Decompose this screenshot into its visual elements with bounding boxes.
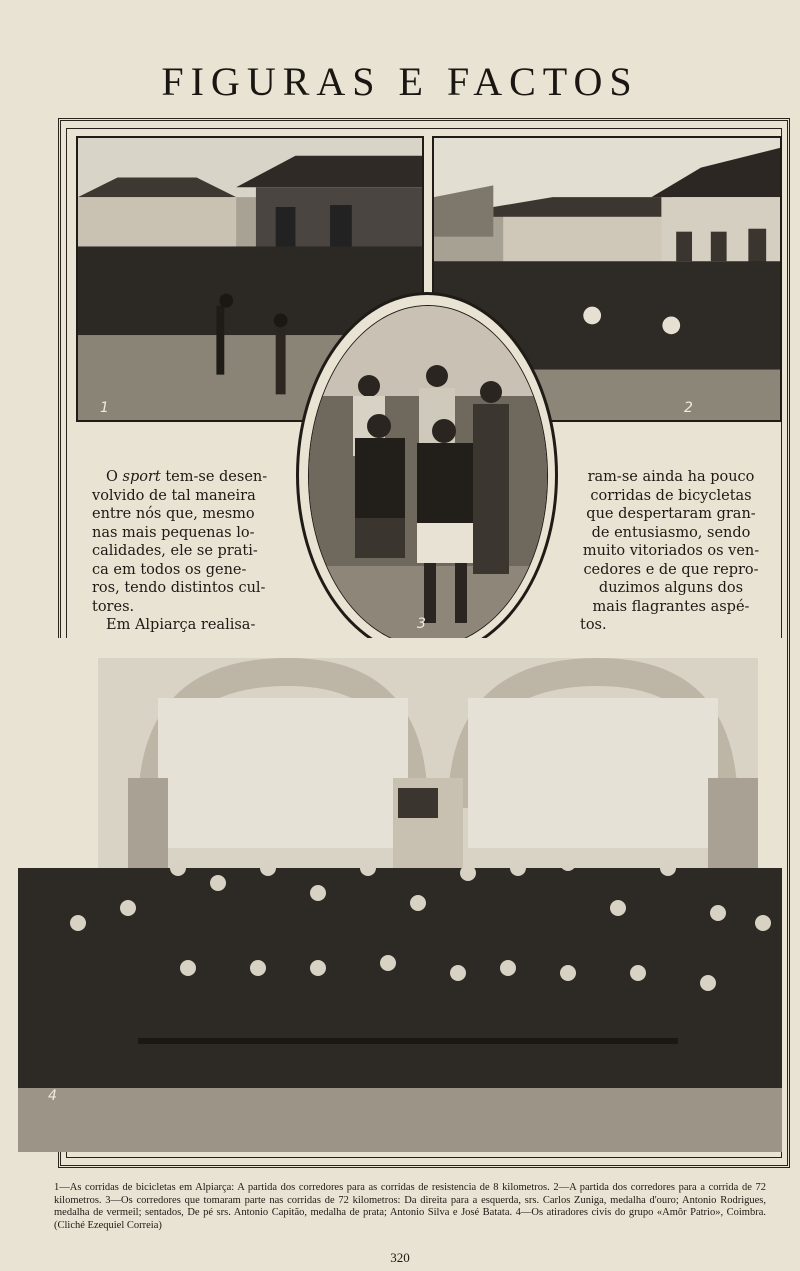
article-line: ros, tendo distintos cul- xyxy=(92,580,266,596)
figure-caption: 1—As corridas de bicicletas em Alpiarça: A partida dos corredores para as corridas de resistencia de 8 kilometros. 2—A partida dos corredores para a corrida de 72 kilometros. 3—Os corredores que tomaram parte nas corridas de 72 kilometros: Da direita para a esquerda, srs. Carlos Zuniga, medalha d'ouro; Antonio Rodrigues, medalha de vermeil; sentados, De pé srs. Antonio Capitão, medalha de prata; Antonio Silva e José Batata. 4—Os atiradores civis do grupo «Amôr Patrio», Coimbra. (Cliché Ezequiel Correia) xyxy=(54,1182,766,1231)
page-number: 320 xyxy=(390,1250,410,1265)
photo-number-1: 1 xyxy=(100,400,109,416)
article-line: que despertaram gran- xyxy=(586,506,756,522)
article-line: tos. xyxy=(580,617,607,633)
article-line: mais flagrantes aspé- xyxy=(592,598,750,615)
article-line: duzimos alguns dos xyxy=(598,580,744,596)
article-line: entre nós que, mesmo xyxy=(92,506,255,522)
article-line: volvido de tal maneira xyxy=(92,487,256,504)
article-line: de entusiasmo, sendo xyxy=(591,524,751,541)
article-line: cedores e de que repro- xyxy=(583,561,759,578)
article-right-column xyxy=(580,468,762,635)
article-line: ca em todos os gene- xyxy=(92,561,247,578)
photo-riders-portrait xyxy=(308,305,548,647)
article-line: Em Alpiarça realisa- xyxy=(106,617,256,633)
article-line: muito vitoriados os ven- xyxy=(582,543,760,559)
photo-shooters-group xyxy=(18,638,782,1152)
article-line: nas mais pequenas lo- xyxy=(92,524,255,541)
photo-number-4: 4 xyxy=(48,1088,57,1104)
article-line: tores. xyxy=(92,598,135,615)
article-left-column xyxy=(92,468,278,635)
article-line: O sport tem-se desen- xyxy=(106,469,268,485)
article-line: calidades, ele se prati- xyxy=(92,543,258,559)
article-line: corridas de bicycletas xyxy=(590,487,752,504)
photo-number-3: 3 xyxy=(417,616,426,632)
article-line: ram-se ainda ha pouco xyxy=(587,469,755,485)
photo-number-2: 2 xyxy=(684,400,693,416)
page-title: FIGURAS E FACTOS xyxy=(161,59,639,104)
